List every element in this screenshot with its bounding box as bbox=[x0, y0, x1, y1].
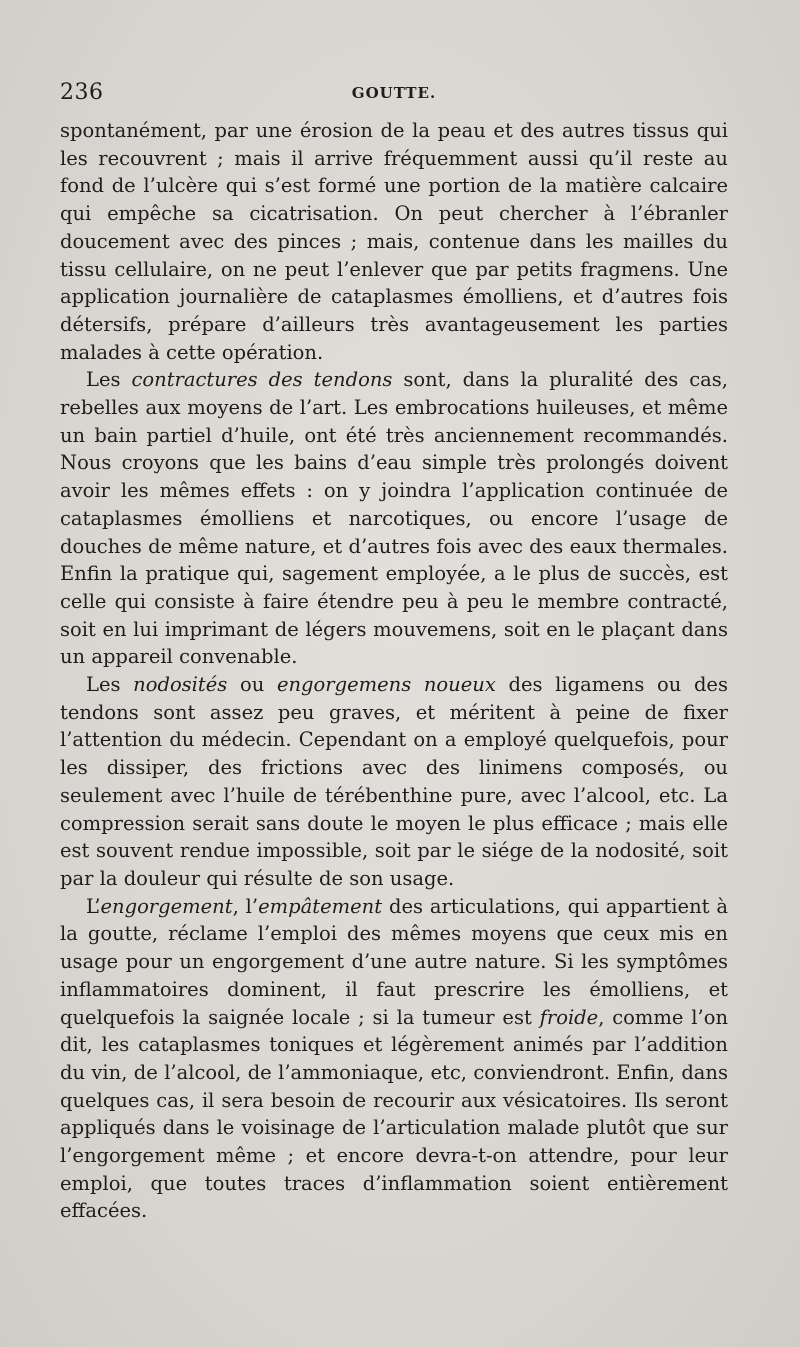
text-segment: ou bbox=[227, 673, 277, 697]
italic-term: contractures des tendons bbox=[131, 368, 393, 392]
text-segment: , l’ bbox=[232, 894, 259, 918]
page-number: 236 bbox=[60, 80, 104, 105]
paragraph-continuation bbox=[60, 117, 728, 366]
text-segment: sont, dans la pluralité des cas, rebelles aux moyens de l’art. Les embrocations huileuses, et même un bain partiel d’huile, ont été très anciennement recommandés. Nous croyons que les bains d’eau simple très prolongés doivent avoir les mêmes effets : on y joindra l’application continuée de cataplasmes émolliens et narcotiques, ou encore l’usage de douches de même nature, et d’autres fois avec des eaux thermales. Enfin la pratique qui, sagement employée, a le plus de succès, est celle qui consiste à faire étendre peu à peu le membre contracté, soit en lui imprimant de légers mouvemens, soit en le plaçant dans un appareil convenable. bbox=[60, 368, 728, 669]
text-segment: L’ bbox=[86, 894, 101, 918]
paragraph-engorgement bbox=[60, 893, 728, 1225]
text-segment: Les bbox=[86, 673, 134, 697]
text-segment: Les bbox=[86, 368, 132, 392]
text-segment: des articulations, qui appartient à la goutte, réclame l’emploi des mêmes moyens que ceux mis en usage pour un engorgement d’une autre nature. Si les symptômes inflammatoires dominent, il faut prescrire les émolliens, et quelquefois la saignée locale ; si la tumeur est bbox=[60, 894, 728, 1029]
paragraph-contractures bbox=[60, 366, 728, 671]
italic-term: empâtement bbox=[258, 894, 383, 918]
paragraph-nodosites bbox=[60, 671, 728, 893]
text-segment: des ligamens ou des tendons sont assez peu graves, et méritent à peine de fixer l’attention du médecin. Cependant on a employé quelquefois, pour les dissiper, des frictions avec des linimens composés, ou seulement avec l’huile de térébenthine pure, avec l’alcool, etc. La compression serait sans doute le moyen le plus efficace ; mais elle est souvent rendue impossible, soit par le siége de la nodosité, soit par la douleur qui résulte de son usage. bbox=[60, 673, 728, 890]
text-segment: , comme l’on dit, les cataplasmes toniques et légèrement animés par l’addition du vin, de l’alcool, de l’ammoniaque, etc, conviendront. Enfin, dans quelques cas, il sera besoin de recourir aux vésicatoires. Ils seront appliqués dans le voisinage de l’articulation malade plutôt que sur l’engorgement même ; et encore devra-t-on attendre, pour leur emploi, que toutes traces d’inflammation soient entièrement effacées. bbox=[60, 1005, 729, 1223]
text-segment: spontanément, par une érosion de la peau et des autres tissus qui les recouvrent ; mais il arrive fréquemment aussi qu’il reste au fond de l’ulcère qui s’est formé une portion de la matière calcaire qui empêche sa cicatrisation. On peut chercher à l’ébranler doucement avec des pinces ; mais, contenue dans les mailles du tissu cellulaire, on ne peut l’enlever que par petits fragmens. Une application journalière de cataplasmes émolliens, et d’autres fois détersifs, prépare d’ailleurs très avantageusement les parties malades à cette opération. bbox=[60, 119, 728, 364]
running-title: GOUTTE. bbox=[351, 84, 437, 102]
body-text bbox=[60, 117, 728, 1225]
italic-term: engorgemens noueux bbox=[276, 673, 496, 697]
italic-term: nodosités bbox=[133, 673, 228, 697]
page-header bbox=[60, 80, 728, 110]
italic-term: engorgement bbox=[100, 894, 233, 918]
italic-term: froide bbox=[539, 1005, 599, 1029]
